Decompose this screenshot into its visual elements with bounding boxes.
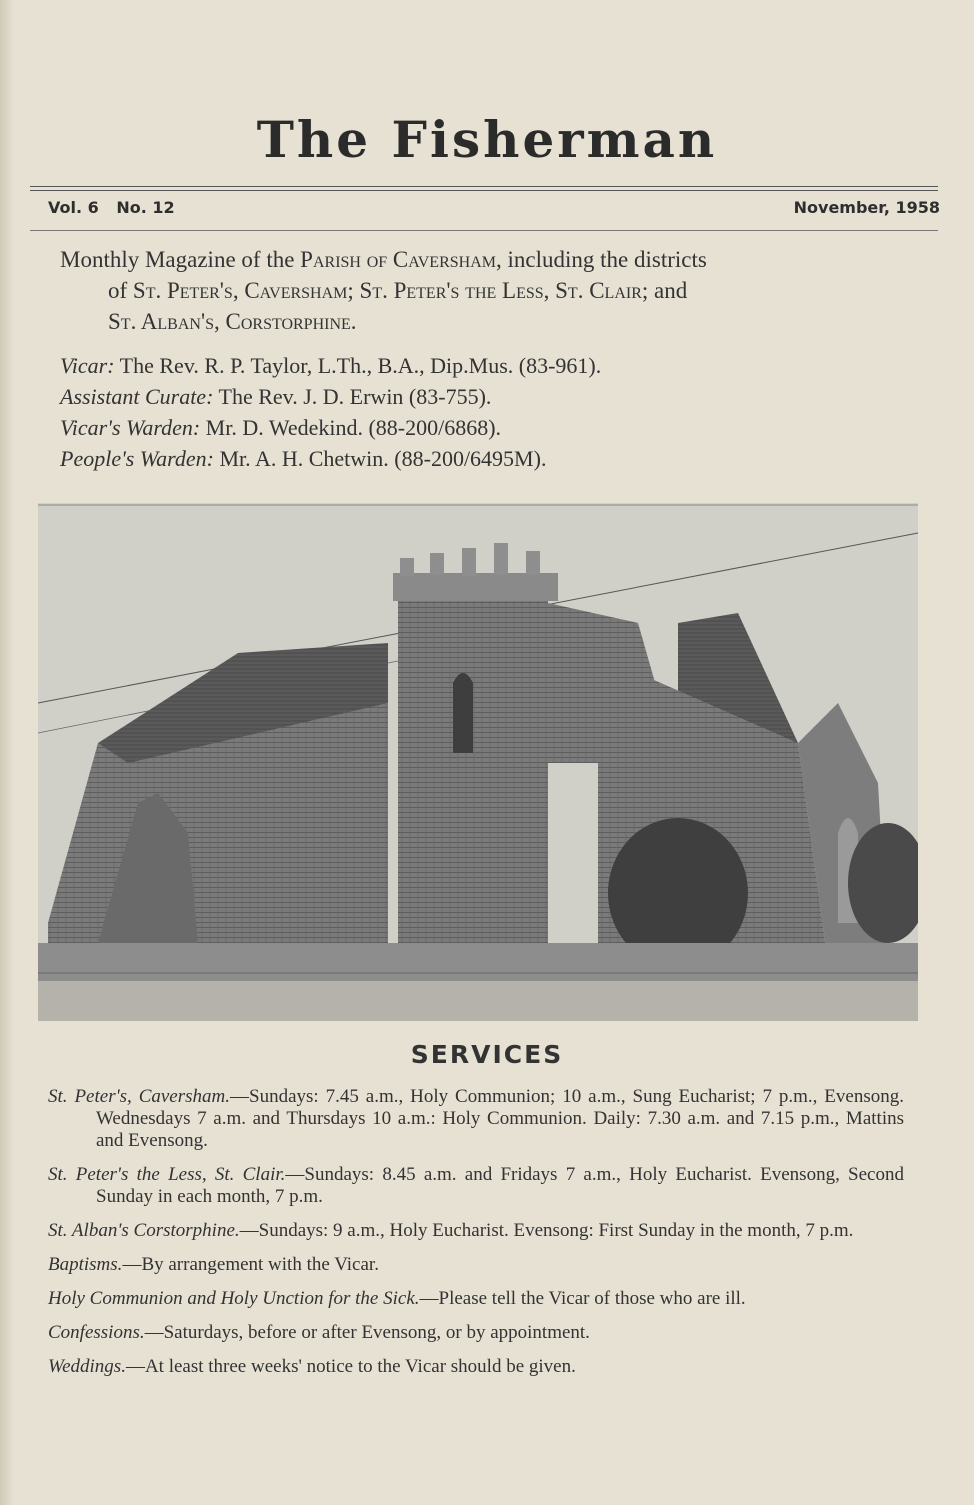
masthead-rule [30, 186, 938, 191]
church-photograph [38, 503, 918, 1021]
service-text: —By arrangement with the Vicar. [122, 1254, 379, 1275]
masthead-title: The Fisherman [256, 110, 718, 169]
services-list [48, 1086, 904, 1390]
service-text: —Sundays: 8.45 a.m. and Fridays 7 a.m., Holy Eucharist. Evensong, Second Sunday in each month, 7 p.m. [96, 1164, 904, 1207]
officer-detail: The Rev. J. D. Erwin (83-755). [213, 384, 492, 409]
officer-detail: Mr. D. Wedekind. (88-200/6868). [200, 415, 502, 440]
magazine-description [60, 244, 910, 337]
service-entry [48, 1288, 904, 1310]
officer-role: People's Warden: [60, 446, 214, 471]
district-st-albans: St. Alban's, Corstorphine [108, 309, 351, 334]
officer-vicars-warden [60, 412, 920, 443]
officer-curate [60, 381, 920, 412]
officer-peoples-warden [60, 443, 920, 474]
service-text: —At least three weeks' notice to the Vicar should be given. [125, 1356, 576, 1377]
services-heading: SERVICES [410, 1040, 564, 1069]
service-entry [48, 1254, 904, 1276]
intro-districts-2 [60, 306, 910, 337]
issue-number: No. 12 [116, 198, 175, 217]
service-entry [48, 1220, 904, 1242]
service-place: Holy Communion and Holy Unction for the Sick. [48, 1288, 420, 1309]
service-text: —Saturdays, before or after Evensong, or by appointment. [144, 1322, 590, 1343]
intro-text-4: ; [347, 278, 360, 303]
service-place: St. Peter's, Caversham. [48, 1086, 231, 1107]
service-place: Weddings. [48, 1356, 126, 1377]
parish-officers [60, 350, 920, 474]
intro-text-1: Monthly Magazine of the [60, 247, 301, 272]
service-text: —Sundays: 7.45 a.m., Holy Communion; 10 a.m., Sung Eucharist; 7 p.m., Evensong. Wednesdays 7 a.m. and Thursdays 10 a.m.: Holy Communion. Daily: 7.30 a.m. and 7.15 p.m., Mattins and Evensong. [96, 1086, 904, 1151]
officer-role: Assistant Curate: [60, 384, 214, 409]
service-place: St. Peter's the Less, St. Clair. [48, 1164, 286, 1185]
service-place: Confessions. [48, 1322, 145, 1343]
district-st-peters-less: St. Peter's the Less, St. Clair [359, 278, 642, 303]
service-place: St. Alban's Corstorphine. [48, 1220, 240, 1241]
officer-role: Vicar's Warden: [60, 415, 201, 440]
intro-text-2: , including the districts [496, 247, 707, 272]
service-entry [48, 1322, 904, 1344]
service-place: Baptisms. [48, 1254, 123, 1275]
service-entry [48, 1356, 904, 1378]
officer-role: Vicar: [60, 353, 115, 378]
service-entry [48, 1086, 904, 1152]
issue-info-row [48, 198, 940, 217]
officer-vicar [60, 350, 920, 381]
service-entry [48, 1164, 904, 1208]
intro-text-3: of [108, 278, 133, 303]
service-text: —Sundays: 9 a.m., Holy Eucharist. Evensong: First Sunday in the month, 7 p.m. [239, 1220, 854, 1241]
service-text: —Please tell the Vicar of those who are ill. [419, 1288, 746, 1309]
issue-rule [30, 230, 938, 231]
issue-volume-number [48, 198, 187, 217]
intro-text-5: ; and [641, 278, 688, 303]
district-st-peters: St. Peter's, Caversham [132, 278, 348, 303]
page-edge [0, 0, 14, 1505]
officer-detail: The Rev. R. P. Taylor, L.Th., B.A., Dip.Mus. (83-961). [114, 353, 602, 378]
issue-date: November, 1958 [793, 198, 940, 217]
intro-text-6: . [350, 309, 357, 334]
issue-volume: Vol. 6 [48, 198, 99, 217]
officer-detail: Mr. A. H. Chetwin. (88-200/6495M). [214, 446, 547, 471]
parish-name: Parish of Caversham [300, 247, 496, 272]
intro-districts [60, 275, 910, 306]
